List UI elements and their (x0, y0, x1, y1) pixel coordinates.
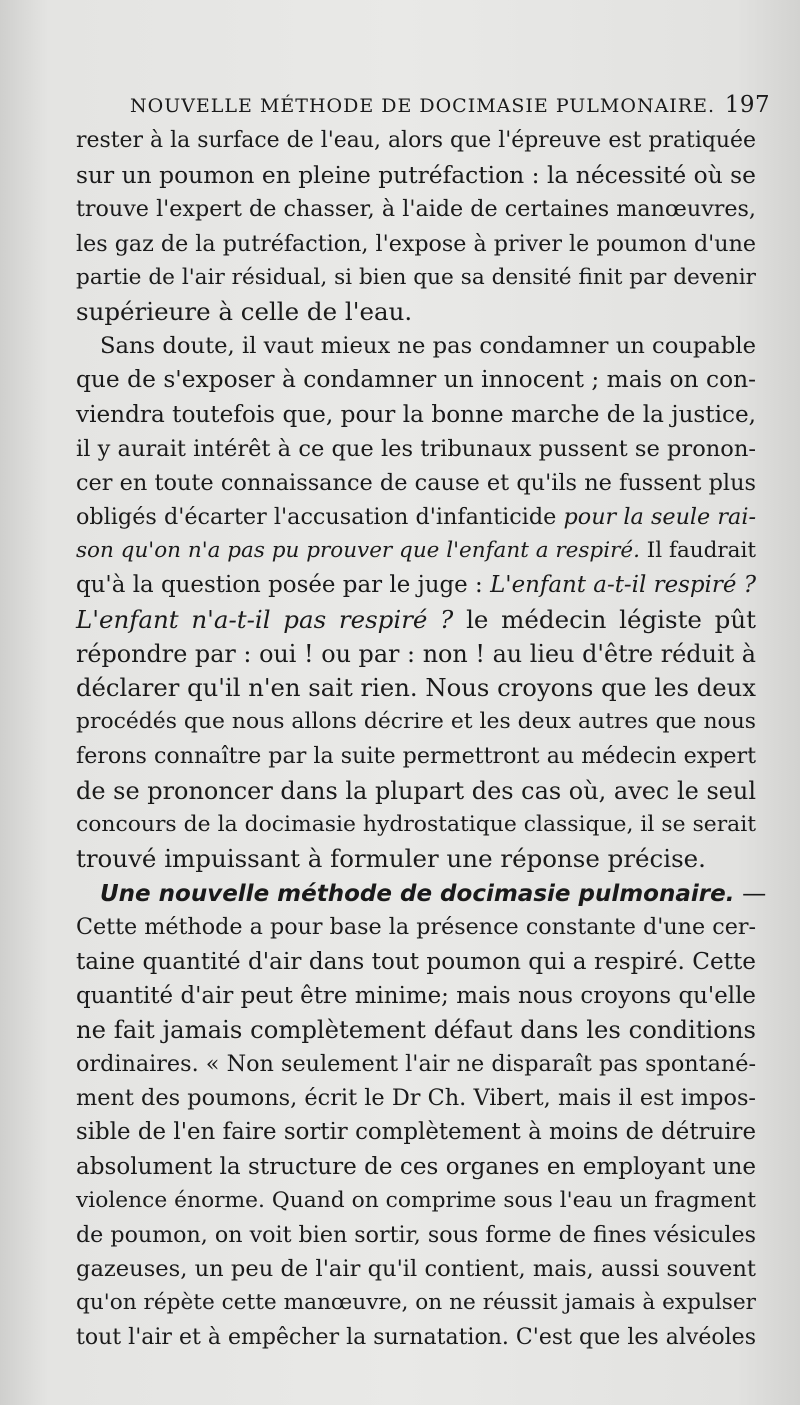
italic-run: L'enfant n'a-t-il pas respiré ? (76, 604, 454, 634)
text-line: ment des poumons, écrit le Dr Ch. Vibert, mais il est impos- (76, 1085, 756, 1112)
body-text (76, 124, 767, 1355)
text-line (76, 500, 756, 534)
text-line: partie de l'air résidual, si bien que sa densité finit par devenir (76, 264, 756, 290)
text-line: gazeuses, un peu de l'air qu'il contient, mais, aussi souvent (76, 1256, 756, 1283)
text-line: taine quantité d'air dans tout poumon qui a respiré. Cette (76, 948, 756, 975)
text-line: sur un poumon en pleine putréfaction : la nécessité où se (76, 161, 756, 190)
text-line: trouvé impuissant à formuler une réponse précise. (76, 843, 706, 873)
text-line: qu'on répète cette manœuvre, on ne réussit jamais à expulser (76, 1290, 756, 1316)
text-line: violence énorme. Quand on comprime sous l'eau un fragment (76, 1187, 756, 1213)
text-run: — (734, 879, 767, 908)
italic-run: pour la seule rai- (563, 504, 756, 531)
text-line: Cette méthode a pour base la présence constante d'une cer- (76, 914, 756, 941)
text-line: il y aurait intérêt à ce que les tribunaux pussent se pronon- (76, 435, 756, 462)
text-line: cer en toute connaissance de cause et qu'ils ne fussent plus (76, 469, 756, 496)
text-line: concours de la docimasie hydrostatique classique, il se serait (76, 811, 756, 837)
section-heading: Une nouvelle méthode de docimasie pulmonaire. (100, 881, 735, 908)
text-line: supérieure à celle de l'eau. (76, 296, 413, 326)
running-header (130, 92, 770, 118)
italic-run: son qu'on n'a pas pu prouver que l'enfant a respiré. (76, 538, 640, 564)
text-run: qu'à la question posée par le juge : (76, 572, 491, 599)
page-number: 197 (724, 92, 770, 118)
italic-run: L'enfant a-t-il respiré ? (490, 572, 756, 599)
text-line: ferons connaître par la suite permettront au médecin expert (76, 743, 756, 770)
text-line: les gaz de la putréfaction, l'expose à priver le poumon d'une (76, 230, 756, 257)
text-line: rester à la surface de l'eau, alors que l'épreuve est pratiquée (76, 128, 756, 153)
text-line (76, 876, 767, 910)
text-line: quantité d'air peut être minime; mais nous croyons qu'elle (76, 982, 756, 1009)
text-line: ne fait jamais complètement défaut dans les conditions (76, 1014, 756, 1044)
text-line: tout l'air et à empêcher la surnatation. C'est que les alvéoles (76, 1324, 756, 1350)
text-line: Sans doute, il vaut mieux ne pas condamner un coupable (100, 333, 756, 360)
text-run: Il faudrait (639, 538, 757, 564)
text-line: que de s'exposer à condamner un innocent ; mais on con- (76, 366, 756, 394)
text-line: procédés que nous allons décrire et les deux autres que nous (76, 709, 756, 735)
text-line: répondre par : oui ! ou par : non ! au lieu d'être réduit à (76, 639, 756, 668)
text-run: obligés d'écarter l'accusation d'infanticide (76, 504, 564, 531)
text-line (76, 534, 756, 568)
running-title: NOUVELLE MÉTHODE DE DOCIMASIE PULMONAIRE. (130, 95, 716, 117)
text-line: ordinaires. « Non seulement l'air ne disparaît pas spontané- (76, 1051, 756, 1078)
text-line: de poumon, on voit bien sortir, sous forme de fines vésicules (76, 1222, 756, 1248)
text-line (76, 568, 756, 602)
text-line: trouve l'expert de chasser, à l'aide de certaines manœuvres, (76, 196, 756, 223)
text-line: déclarer qu'il n'en sait rien. Nous croyons que les deux (76, 673, 756, 702)
text-line: viendra toutefois que, pour la bonne marche de la justice, (76, 401, 756, 428)
text-run: le médecin légiste pût (453, 604, 756, 634)
text-line (76, 603, 756, 637)
text-line: sible de l'en faire sortir complètement à moins de détruire (76, 1119, 756, 1146)
text-line: absolument la structure de ces organes en employant une (76, 1153, 756, 1180)
text-line: de se prononcer dans la plupart des cas où, avec le seul (76, 776, 756, 805)
